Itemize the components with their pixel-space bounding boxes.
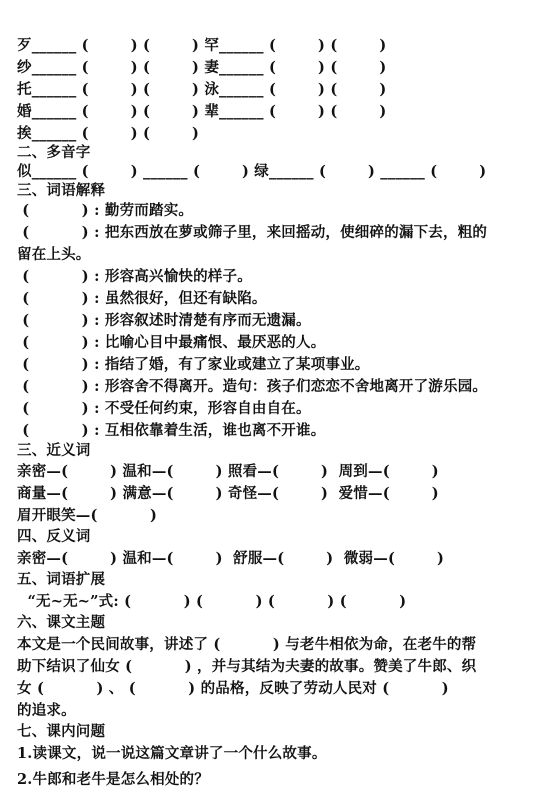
section-heading-antonyms: 四、反义词 <box>17 528 91 545</box>
char-row-3: 托______ ( ) ( ) 泳______ ( ) ( ) <box>17 81 387 98</box>
section-heading-definitions: 三、词语解释 <box>17 182 106 199</box>
expansion-row: “无~无~”式: ( ) ( ) ( ) ( ) <box>17 593 407 610</box>
char-row-4: 婚______ ( ) ( ) 辈______ ( ) ( ) <box>17 103 387 120</box>
definition-9: ( ) : 不受任何约束，形容自由自在。 <box>17 400 311 417</box>
char-row-1: 歹______ ( ) ( ) 罕______ ( ) ( ) <box>17 37 387 54</box>
definition-5: ( ) : 形容叙述时清楚有序而无遗漏。 <box>17 312 311 329</box>
synonym-row-1: 亲密—( ) 温和—( ) 照看—( ) 周到—( ) <box>17 463 439 480</box>
definition-1: ( ) : 勤劳而踏实。 <box>17 202 194 219</box>
antonym-row: 亲密—( ) 温和—( ) 舒服—( ) 微弱—( ) <box>17 550 445 567</box>
theme-line-4: 的追求。 <box>17 702 76 719</box>
synonym-row-3: 眉开眼笑—( ) <box>17 507 158 524</box>
char-row-2: 纱______ ( ) ( ) 妻______ ( ) ( ) <box>17 59 387 76</box>
theme-line-3: 女 ( ) 、 ( ) 的品格，反映了劳动人民对 ( ) <box>17 680 449 697</box>
question-1: 1.读课文，说一说这篇文章讲了一个什么故事。 <box>17 745 327 762</box>
section-heading-synonyms: 三、近义词 <box>17 442 91 459</box>
definition-7: ( ) : 指结了婚，有了家业或建立了某项事业。 <box>17 356 370 373</box>
theme-line-2: 助下结识了仙女 ( ) ，并与其结为夫妻的故事。赞美了牛郎、织 <box>17 658 477 675</box>
theme-line-1: 本文是一个民间故事，讲述了 ( ) 与老牛相依为命，在老牛的帮 <box>17 636 477 653</box>
section-heading-expansion: 五、词语扩展 <box>17 571 106 588</box>
definition-2-cont: 留在上头。 <box>17 246 91 263</box>
definition-6: ( ) : 比喻心目中最痛恨、最厌恶的人。 <box>17 334 326 351</box>
definition-10: ( ) : 互相依靠着生活，谁也离不开谁。 <box>17 422 326 439</box>
polyphone-row: 似______ ( ) ______ ( ) 绿______ ( ) ______ ( ) <box>17 163 487 180</box>
section-heading-theme: 六、课文主题 <box>17 614 106 631</box>
definition-2: ( ) : 把东西放在萝或筛子里，来回摇动，使细碎的漏下去，粗的 <box>17 224 488 241</box>
section-heading-questions: 七、课内问题 <box>17 723 106 740</box>
char-row-5: 挨______ ( ) ( ) <box>17 125 200 142</box>
definition-8: ( ) : 形容舍不得离开。造句：孩子们恋恋不舍地离开了游乐园。 <box>17 378 488 395</box>
question-2: 2.牛郎和老牛是怎么相处的？ <box>17 771 209 788</box>
definition-4: ( ) : 虽然很好，但还有缺陷。 <box>17 290 267 307</box>
definition-3: ( ) : 形容高兴愉快的样子。 <box>17 268 252 285</box>
section-heading-polyphone: 二、多音字 <box>17 144 91 161</box>
synonym-row-2: 商量—( ) 满意—( ) 奇怪—( ) 爱惜—( ) <box>17 485 439 502</box>
